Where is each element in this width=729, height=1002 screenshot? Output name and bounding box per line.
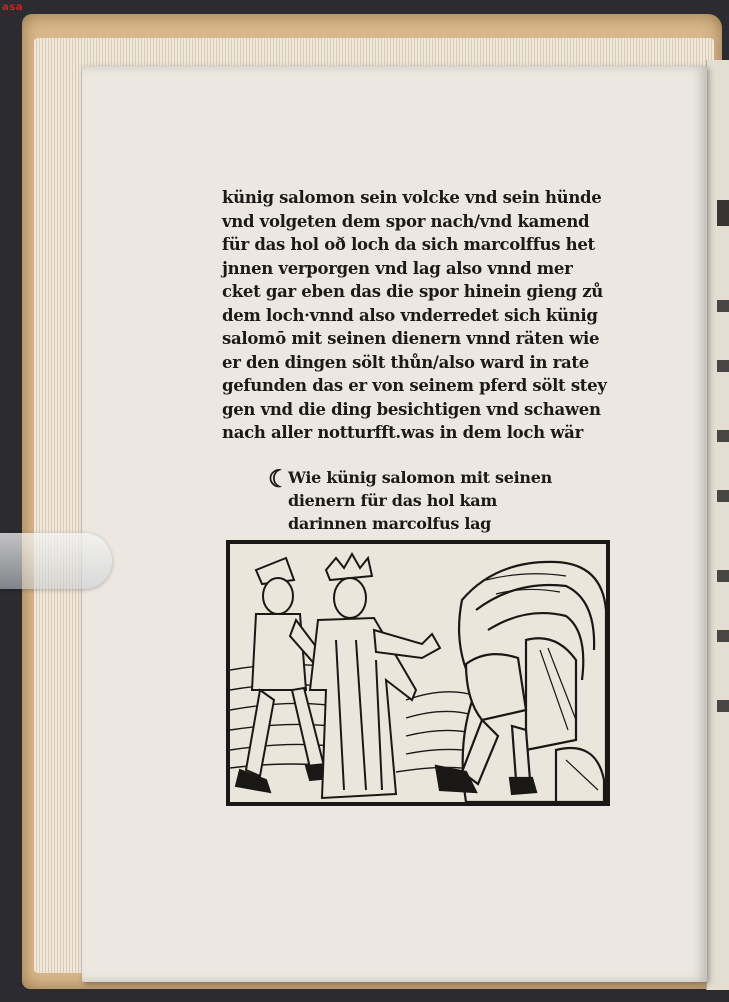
page-clip bbox=[0, 533, 112, 589]
text-line: jnnen verporgen vnd lag also vnnd mer bbox=[222, 258, 573, 278]
text-line: gefunden das er von seinem pferd sölt stey bbox=[222, 376, 607, 395]
caption-line: darinnen marcolfus lag bbox=[288, 514, 492, 533]
caption-line: Wie künig salomon mit seinen bbox=[288, 468, 552, 487]
facing-page-edge bbox=[706, 60, 729, 990]
text-line: vnd volgeten dem spor nach/vnd kamend bbox=[222, 211, 590, 231]
text-line: für das hol oð loch da sich marcolffus het bbox=[222, 235, 595, 254]
woodcut-illustration bbox=[226, 540, 610, 806]
text-line: er den dingen sölt thůn/also ward in rate bbox=[222, 352, 589, 372]
text-line: nach aller notturfft.was in dem loch wär bbox=[222, 423, 583, 442]
pilcrow-mark: ☾ bbox=[268, 464, 290, 493]
corner-mark: asa bbox=[2, 2, 23, 13]
body-text bbox=[222, 186, 632, 445]
text-line: salomō mit seinen dienern vnnd räten wie bbox=[222, 329, 600, 348]
woodcut-caption bbox=[268, 466, 608, 535]
caption-line: dienern für das hol kam bbox=[288, 491, 497, 510]
text-line: gen vnd die ding besichtigen vnd schawen bbox=[222, 399, 601, 419]
text-line: künig salomon sein volcke vnd sein hünde bbox=[222, 188, 602, 207]
text-line: dem loch·vnnd also vnderredet sich künig bbox=[222, 305, 598, 325]
text-line: cket gar eben das die spor hinein gieng zů bbox=[222, 282, 603, 301]
